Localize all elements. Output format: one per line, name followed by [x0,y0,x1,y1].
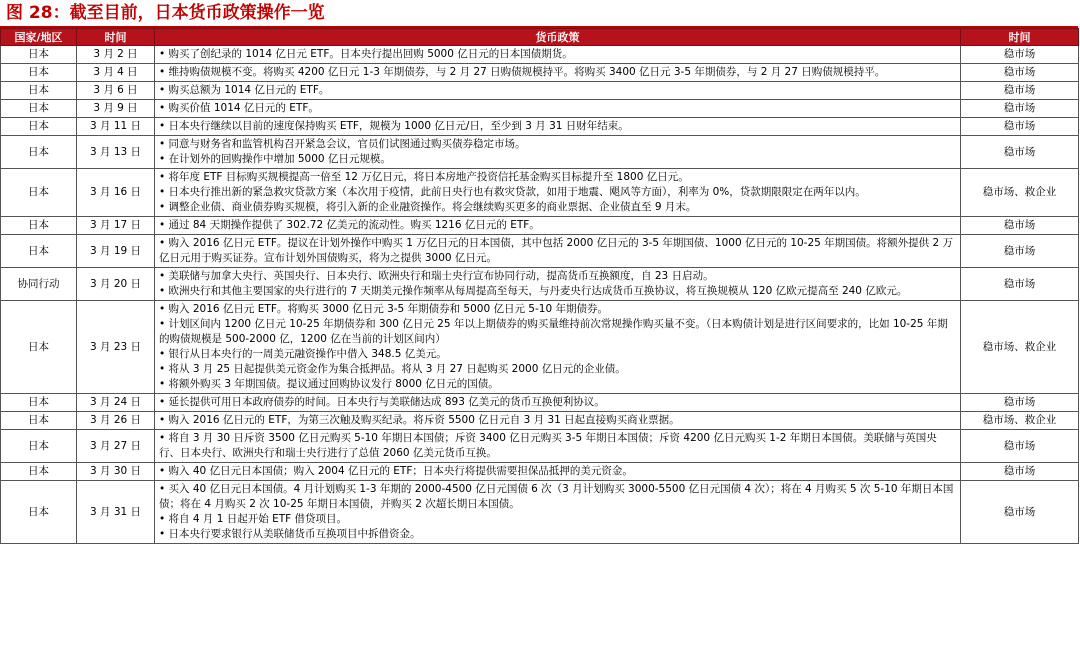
policy-item: • 购入 2016 亿日元 ETF。提议在计划外操作中购买 1 万亿日元的日本国债，其中包括 2000 亿日元的 3-5 年期国债、1000 亿日元的 10-25 年期国债。将额外提供 2 万亿日元用于购买证券。宣布计划外国债购买，将为之提供 3000 亿日元。 [159,237,954,264]
policy-item: • 将从 3 月 25 日起提供美元资金作为集合抵押品。将从 3 月 27 日起购买 2000 亿日元的企业债。 [159,363,626,375]
header-policy: 货币政策 [155,29,961,46]
row-region: 日本 [1,430,77,463]
row-date: 3 月 19 日 [77,235,155,268]
row-region: 协同行动 [1,268,77,301]
row-category: 稳市场 [961,217,1079,235]
table-row [1,301,1079,394]
row-date: 3 月 30 日 [77,463,155,481]
table-row [1,268,1079,301]
row-policy [155,463,961,481]
row-policy [155,235,961,268]
row-date: 3 月 20 日 [77,268,155,301]
policy-item: • 将额外购买 3 年期国债。提议通过回购协议发行 8000 亿日元的国债。 [159,378,499,390]
row-policy [155,430,961,463]
policy-item: • 日本央行要求银行从美联储货币互换项目中拆借资金。 [159,528,421,540]
row-region: 日本 [1,481,77,544]
row-category: 稳市场 [961,118,1079,136]
row-date: 3 月 17 日 [77,217,155,235]
table-row [1,235,1079,268]
row-date: 3 月 11 日 [77,118,155,136]
table-row [1,412,1079,430]
row-category: 稳市场 [961,100,1079,118]
row-category: 稳市场、救企业 [961,301,1079,394]
table-row [1,136,1079,169]
row-date: 3 月 24 日 [77,394,155,412]
row-region: 日本 [1,64,77,82]
policy-item: • 维持购债规模不变。将购买 4200 亿日元 1-3 年期债券，与 2 月 27 日购债规模持平。将购买 3400 亿日元 3-5 年期债券，与 2 月 27 日购债规模持平。 [159,66,886,78]
policy-item: • 欧洲央行和其他主要国家的央行进行的 7 天期美元操作频率从每周提高至每天，与丹麦央行达成货币互换协议，将互换规模从 120 亿欧元提高至 240 亿欧元。 [159,285,908,297]
row-policy [155,136,961,169]
row-policy [155,412,961,430]
row-region: 日本 [1,412,77,430]
row-date: 3 月 6 日 [77,82,155,100]
table-row [1,463,1079,481]
policy-item: • 购买总额为 1014 亿日元的 ETF。 [159,84,330,96]
row-policy [155,394,961,412]
row-date: 3 月 23 日 [77,301,155,394]
table-row [1,394,1079,412]
table-row [1,217,1079,235]
header-date: 时间 [77,29,155,46]
policy-item: • 延长提供可用日本政府债券的时间。日本央行与美联储达成 893 亿美元的货币互换便利协议。 [159,396,605,408]
row-region: 日本 [1,136,77,169]
policy-item: • 银行从日本央行的一周美元融资操作中借入 348.5 亿美元。 [159,348,447,360]
row-region: 日本 [1,100,77,118]
row-policy [155,301,961,394]
row-policy [155,118,961,136]
table-row [1,100,1079,118]
row-category: 稳市场、救企业 [961,412,1079,430]
row-date: 3 月 16 日 [77,169,155,217]
row-date: 3 月 31 日 [77,481,155,544]
row-region: 日本 [1,301,77,394]
row-region: 日本 [1,217,77,235]
row-category: 稳市场 [961,235,1079,268]
policy-item: • 调整企业债、商业债券购买规模，将引入新的企业融资操作。将会继续购买更多的商业票据、企业债直至 9 月末。 [159,201,697,213]
row-policy [155,268,961,301]
header-region: 国家/地区 [1,29,77,46]
row-policy [155,64,961,82]
policy-item: • 购入 2016 亿日元 ETF。将购买 3000 亿日元 3-5 年期债券和 5000 亿日元 5-10 年期债券。 [159,303,608,315]
table-row [1,118,1079,136]
row-region: 日本 [1,82,77,100]
row-category: 稳市场 [961,394,1079,412]
policy-item: • 在计划外的回购操作中增加 5000 亿日元规模。 [159,153,391,165]
row-date: 3 月 26 日 [77,412,155,430]
row-policy [155,100,961,118]
row-category: 稳市场 [961,268,1079,301]
policy-item: • 买入 40 亿日元日本国债。4 月计划购买 1-3 年期的 2000-4500 亿日元国债 6 次（3 月计划购买 3000-5500 亿日元国债 4 次）；将在 4 月购买 5 次 5-10 年期日本国债；将在 4 月购买 2 次 10-25 年期日本国债，并购买 2 次超长期日本国债。 [159,483,954,510]
policy-item: • 通过 84 天期操作提供了 302.72 亿美元的流动性。购买 1216 亿日元的 ETF。 [159,219,540,231]
table-row [1,481,1079,544]
table-row [1,430,1079,463]
row-date: 3 月 9 日 [77,100,155,118]
row-policy [155,46,961,64]
policy-item: • 同意与财务省和监管机构召开紧急会议，官员们试图通过购买债券稳定市场。 [159,138,526,150]
policy-item: • 将自 3 月 30 日斥资 3500 亿日元购买 5-10 年期日本国债；斥资 3400 亿日元购买 3-5 年期日本国债；斥资 4200 亿日元购买 1-2 年期日本国债。美联储与英国央行、日本央行、欧洲央行和瑞士央行进行了总值 2060 亿美元货币互换。 [159,432,937,459]
row-policy [155,217,961,235]
policy-item: • 日本央行推出新的紧急救灾贷款方案（本次用于疫情，此前日央行也有救灾贷款，如用于地震、飓风等方面），利率为 0%，贷款期限限定在两年以内。 [159,186,866,198]
row-category: 稳市场、救企业 [961,169,1079,217]
row-region: 日本 [1,463,77,481]
table-row [1,46,1079,64]
table-header-row [1,29,1079,46]
policy-item: • 美联储与加拿大央行、英国央行、日本央行、欧洲央行和瑞士央行宣布协同行动，提高货币互换额度，自 23 日启动。 [159,270,714,282]
policy-item: • 购入 2016 亿日元的 ETF，为第三次触及购买纪录。将斥资 5500 亿日元自 3 月 31 日起直接购买商业票据。 [159,414,680,426]
row-category: 稳市场 [961,430,1079,463]
table-row [1,82,1079,100]
row-region: 日本 [1,235,77,268]
row-category: 稳市场 [961,463,1079,481]
policy-item: • 日本央行继续以目前的速度保持购买 ETF，规模为 1000 亿日元/日，至少到 3 月 31 日财年结束。 [159,120,629,132]
policy-item: • 将自 4 月 1 日起开始 ETF 借贷项目。 [159,513,348,525]
row-region: 日本 [1,46,77,64]
row-category: 稳市场 [961,46,1079,64]
row-policy [155,481,961,544]
row-region: 日本 [1,118,77,136]
policy-item: • 购买了创纪录的 1014 亿日元 ETF。日本央行提出回购 5000 亿日元的日本国债期货。 [159,48,573,60]
policy-item: • 购入 40 亿日元日本国债；购入 2004 亿日元的 ETF；日本央行将提供需要担保品抵押的美元资金。 [159,465,633,477]
row-policy [155,169,961,217]
policy-item: • 计划区间内 1200 亿日元 10-25 年期债券和 300 亿日元 25 年以上期债券的购买量维持前次常规操作购买量不变。（日本购债计划是进行区间要求的，比如 10-25 年期的购债规模是 500-2000 亿，1200 亿在当前的计划区间内） [159,318,948,345]
row-date: 3 月 13 日 [77,136,155,169]
row-category: 稳市场 [961,136,1079,169]
policy-table [0,28,1079,544]
row-category: 稳市场 [961,481,1079,544]
table-row [1,169,1079,217]
policy-item: • 将年度 ETF 目标购买规模提高一倍至 12 万亿日元，将日本房地产投资信托基金购买目标提升至 1800 亿日元。 [159,171,689,183]
header-category: 时间 [961,29,1079,46]
row-region: 日本 [1,394,77,412]
row-date: 3 月 27 日 [77,430,155,463]
policy-item: • 购买价值 1014 亿日元的 ETF。 [159,102,319,114]
table-body [1,46,1079,544]
row-date: 3 月 2 日 [77,46,155,64]
figure-title: 图 28：截至目前，日本货币政策操作一览 [6,3,325,23]
table-row [1,64,1079,82]
row-region: 日本 [1,169,77,217]
row-category: 稳市场 [961,64,1079,82]
row-category: 稳市场 [961,82,1079,100]
row-policy [155,82,961,100]
row-date: 3 月 4 日 [77,64,155,82]
